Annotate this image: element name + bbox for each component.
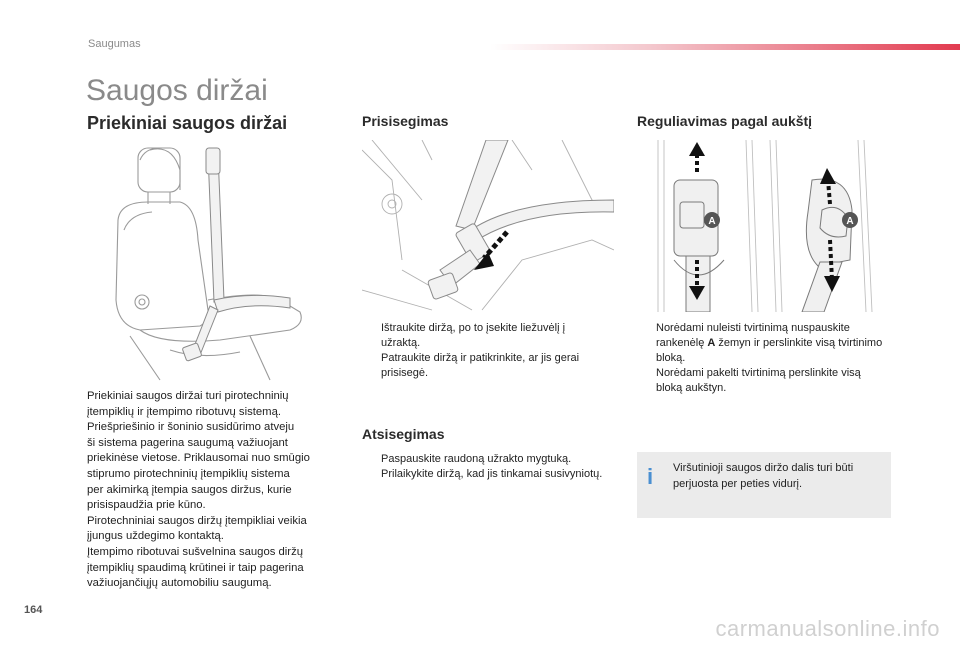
list-item-text: žemyn ir perslinkite visą tvirtinimo bloką. (656, 337, 883, 364)
info-box (637, 452, 891, 518)
list-item-text: Patraukite diržą ir patikrinkite, ar jis gerai prisisegė. (381, 352, 580, 379)
buckle-illustration (362, 140, 614, 312)
list-item (365, 452, 605, 467)
fastening-steps (365, 321, 605, 381)
seat-belt-illustration (100, 140, 340, 385)
paragraph-line: per akimirką įtempia saugos diržus, kurie (87, 483, 292, 496)
list-item (365, 321, 605, 351)
paragraph-line: įtempiklių spaudimą krūtinei ir taip pagerina (87, 561, 304, 574)
list-item (640, 321, 890, 366)
heading-front-belts: Priekiniai saugos diržai (87, 113, 288, 133)
paragraph-line: įjungus uždegimo kontaktą. (87, 530, 224, 543)
height-adjust-steps (640, 321, 890, 396)
unfastening-steps (365, 452, 605, 482)
header-section-label: Saugumas (88, 38, 141, 50)
callout-letter-a: A (708, 216, 716, 227)
paragraph-line: prisispaudžia prie kūno. (87, 499, 206, 512)
list-item-text: Prilaikykite diržą, kad jis tinkamai susivyniotų. (381, 468, 603, 480)
paragraph-line: Pirotechniniai saugos diržų įtempikliai veikia (87, 514, 307, 527)
paragraph-line: Priešpriešinio ir šoninio susidūrimo atveju (87, 421, 295, 434)
paragraph-line: įtempiklių ir įtempimo ribotuvų sistemą. (87, 405, 281, 418)
heading-height-adjust: Reguliavimas pagal aukštį (637, 113, 813, 129)
page-title: Saugos diržai (86, 74, 268, 107)
front-belts-paragraph (87, 389, 337, 592)
callout-letter-a: A (846, 216, 854, 227)
paragraph-line: ši sistema pagerina saugumą važiuojant (87, 436, 288, 449)
height-adjust-illustration (652, 140, 874, 312)
watermark: carmanualsonline.info (715, 616, 940, 641)
paragraph-line: Priekiniai saugos diržai turi pirotechninių (87, 390, 289, 402)
heading-unfastening: Atsisegimas (362, 426, 445, 442)
list-item (365, 467, 605, 482)
header-accent-line (490, 44, 960, 50)
paragraph-line: Įtempimo ribotuvai sušvelnina saugos diržų (87, 545, 304, 558)
paragraph-line: stiprumo pirotechninių įtempiklių sistema (87, 467, 290, 480)
list-item-text: Norėdami nuleisti tvirtinimą nuspauskite rankenėlę (656, 322, 850, 349)
paragraph-line: priekinėse vietose. Priklausomai nuo smūgio (87, 452, 310, 465)
info-icon: i (647, 464, 654, 489)
paragraph-line: važiuojančiųjų automobiliu saugumą. (87, 577, 272, 590)
list-item-text: Norėdami pakelti tvirtinimą perslinkite visą bloką aukštyn. (656, 367, 861, 394)
list-item (365, 351, 605, 381)
list-item (640, 366, 890, 396)
page-number: 164 (24, 604, 43, 616)
list-item-text: Paspauskite raudoną užrakto mygtuką. (381, 453, 572, 465)
info-text: Viršutinioji saugos diržo dalis turi būti perjuosta per peties vidurį. (673, 462, 854, 490)
handle-letter: A (707, 337, 716, 349)
heading-fastening: Prisisegimas (362, 113, 449, 129)
list-item-text: Ištraukite diržą, po to įsekite liežuvėlį į užraktą. (381, 322, 566, 349)
